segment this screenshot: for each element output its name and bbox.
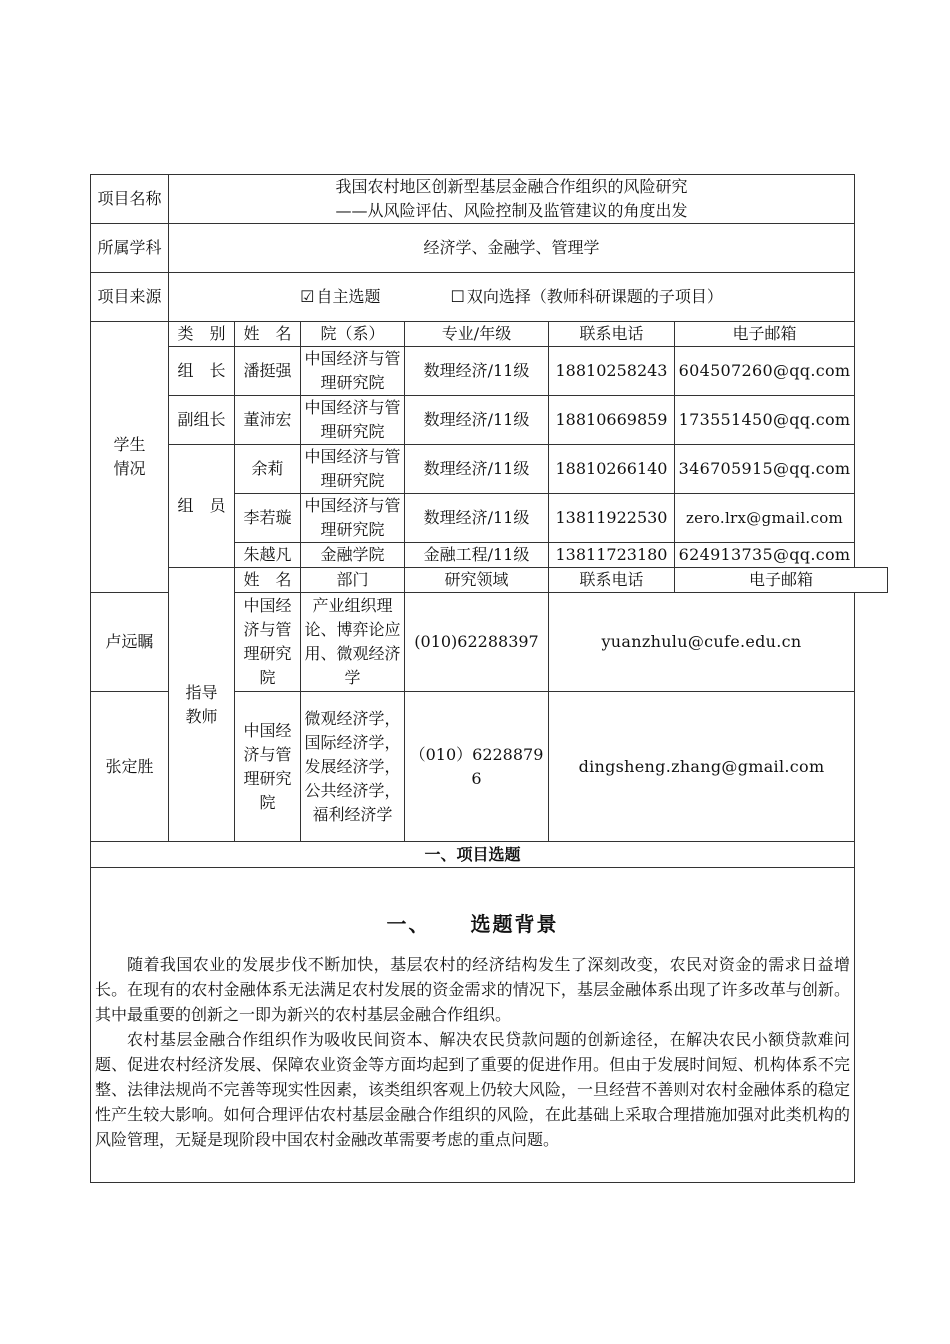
student-email: 624913735@qq.com — [675, 543, 855, 568]
header-category: 类 别 — [169, 322, 235, 347]
role-deputy: 副组长 — [169, 396, 235, 445]
advisor-dept: 中国经济与管理研究院 — [235, 692, 301, 842]
student-name: 李若璇 — [235, 494, 301, 543]
project-title-line1: 我国农村地区创新型基层金融合作组织的风险研究 — [335, 177, 688, 196]
project-title-line2: ——从风险评估、风险控制及监管建议的角度出发 — [335, 201, 688, 220]
form-table — [90, 174, 888, 1183]
student-name: 朱越凡 — [235, 543, 301, 568]
advisor-header-row — [91, 568, 888, 593]
student-major: 数理经济/11级 — [405, 347, 549, 396]
advisors-label: 指导教师 — [169, 568, 235, 842]
project-name-row — [91, 175, 888, 224]
source-label: 项目来源 — [91, 273, 169, 322]
section-header-row — [91, 842, 888, 868]
advisor-header-email: 电子邮箱 — [675, 568, 888, 593]
advisor-header-name: 姓 名 — [235, 568, 301, 593]
student-phone: 18810258243 — [549, 347, 675, 396]
section-header: 一、项目选题 — [91, 842, 855, 868]
paragraph: 农村基层金融合作组织作为吸收民间资本、解决农民贷款问题的创新途径，在解决农民小额贷款难问题、促进农村经济发展、保障农业资金等方面均起到了重要的促进作用。但由于发展时间短、机构体系不完整、法律法规尚不完善等现实性因素，该类组织客观上仍较大风险，一旦经营不善则对农村金融体系的稳定性产生较大影响。如何合理评估农村基层金融合作组织的风险，在此基础上采取合理措施加强对此类机构的风险管理，无疑是现阶段中国农村金融改革需要考虑的重点问题。 — [95, 1030, 851, 1149]
section-title-number: 一、 — [386, 912, 431, 936]
student-major: 数理经济/11级 — [405, 494, 549, 543]
advisor-phone: （010）62288796 — [405, 692, 549, 842]
student-name: 潘挺强 — [235, 347, 301, 396]
source-option-bidirectional: 双向选择（教师科研课题的子项目） — [466, 287, 723, 306]
advisor-field: 产业组织理论、博弈论应用、微观经济学 — [301, 593, 405, 692]
paragraph: 随着我国农业的发展步伐不断加快，基层农村的经济结构发生了深刻改变，农民对资金的需求日益增长。在现有的农村金融体系无法满足农村发展的资金需求的情况下，基层金融体系出现了许多改革与创新。其中最重要的创新之一即为新兴的农村基层金融合作组织。 — [95, 955, 851, 1024]
student-phone: 13811723180 — [549, 543, 675, 568]
student-name: 董沛宏 — [235, 396, 301, 445]
source-option-self: 自主选题 — [316, 287, 381, 306]
student-major: 数理经济/11级 — [405, 445, 549, 494]
checked-box-icon[interactable]: ☑ — [300, 287, 315, 306]
student-dept: 中国经济与管理研究院 — [301, 445, 405, 494]
discipline-label: 所属学科 — [91, 224, 169, 273]
advisor-field: 微观经济学，国际经济学，发展经济学，公共经济学，福利经济学 — [301, 692, 405, 842]
students-label: 学生情况 — [91, 322, 169, 593]
student-name: 余莉 — [235, 445, 301, 494]
student-header-row — [91, 322, 888, 347]
advisor-dept: 中国经济与管理研究院 — [235, 593, 301, 692]
role-leader: 组 长 — [169, 347, 235, 396]
header-name: 姓 名 — [235, 322, 301, 347]
source-row — [91, 273, 888, 322]
student-dept: 金融学院 — [301, 543, 405, 568]
section-title — [95, 912, 850, 936]
advisor-header-dept: 部门 — [301, 568, 405, 593]
advisor-name: 卢远瞩 — [91, 593, 169, 692]
application-form — [90, 174, 888, 1199]
header-phone: 联系电话 — [549, 322, 675, 347]
section-title-text: 选题背景 — [470, 912, 559, 936]
table-row — [91, 347, 888, 396]
student-major: 金融工程/11级 — [405, 543, 549, 568]
discipline-value: 经济学、金融学、管理学 — [169, 224, 855, 273]
advisor-email: yuanzhulu@cufe.edu.cn — [549, 593, 855, 692]
header-email: 电子邮箱 — [675, 322, 855, 347]
student-dept: 中国经济与管理研究院 — [301, 347, 405, 396]
section-body — [91, 868, 855, 1183]
table-row — [91, 445, 888, 494]
advisor-phone: (010)62288397 — [405, 593, 549, 692]
advisor-header-phone: 联系电话 — [549, 568, 675, 593]
discipline-row — [91, 224, 888, 273]
student-email: 173551450@qq.com — [675, 396, 855, 445]
student-email: zero.lrx@gmail.com — [675, 494, 855, 543]
student-email: 346705915@qq.com — [675, 445, 855, 494]
student-dept: 中国经济与管理研究院 — [301, 494, 405, 543]
header-dept: 院（系） — [301, 322, 405, 347]
student-phone: 13811922530 — [549, 494, 675, 543]
source-options — [169, 273, 855, 322]
student-dept: 中国经济与管理研究院 — [301, 396, 405, 445]
advisor-name: 张定胜 — [91, 692, 169, 842]
advisor-header-field: 研究领域 — [405, 568, 549, 593]
project-title — [169, 175, 855, 224]
section-body-row — [91, 868, 888, 1183]
student-phone: 18810669859 — [549, 396, 675, 445]
unchecked-box-icon[interactable]: ☐ — [450, 287, 465, 306]
student-email: 604507260@qq.com — [675, 347, 855, 396]
table-row — [91, 396, 888, 445]
student-phone: 18810266140 — [549, 445, 675, 494]
role-member: 组 员 — [169, 445, 235, 568]
project-name-label: 项目名称 — [91, 175, 169, 224]
advisor-email: dingsheng.zhang@gmail.com — [549, 692, 855, 842]
header-major: 专业/年级 — [405, 322, 549, 347]
student-major: 数理经济/11级 — [405, 396, 549, 445]
